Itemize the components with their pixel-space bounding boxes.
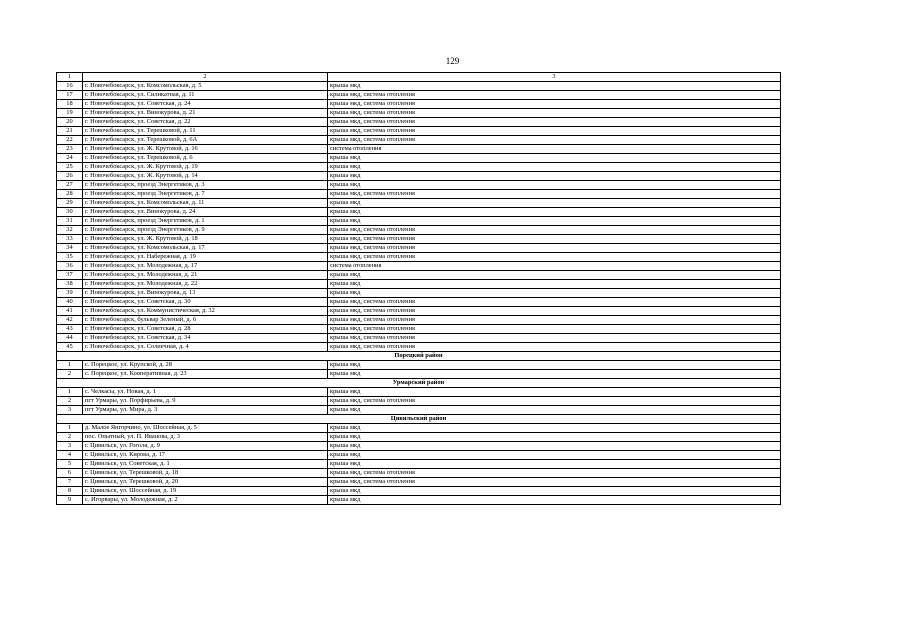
row-address: г. Новочебоксарск, ул. Винокурова, д. 13: [83, 289, 328, 298]
row-address: г. Цивильск, ул. Гоголя, д. 9: [83, 442, 328, 451]
row-address: пос. Опытный, ул. П. Иванова, д. 3: [83, 433, 328, 442]
row-work-type: система отопления: [328, 262, 781, 271]
row-number: 39: [57, 289, 83, 298]
row-number: 30: [57, 208, 83, 217]
row-number: 45: [57, 343, 83, 352]
row-work-type: крыша мкд, система отопления: [328, 109, 781, 118]
row-number: 1: [57, 424, 83, 433]
column-2-header: 2: [83, 73, 328, 82]
table-row: [57, 433, 781, 442]
row-number: 35: [57, 253, 83, 262]
table-row: [57, 181, 781, 190]
table-row: [57, 127, 781, 136]
row-number: 17: [57, 91, 83, 100]
table-row: [57, 271, 781, 280]
row-address: г. Новочебоксарск, ул. Ж. Крутовой, д. 16: [83, 145, 328, 154]
register-table-body: [57, 73, 781, 505]
row-number: 26: [57, 172, 83, 181]
row-work-type: крыша мкд: [328, 424, 781, 433]
row-work-type: крыша мкд, система отопления: [328, 325, 781, 334]
row-work-type: система отопления: [328, 145, 781, 154]
row-work-type: крыша мкд, система отопления: [328, 253, 781, 262]
row-address: г. Новочебоксарск, ул. Советская, д. 28: [83, 325, 328, 334]
row-number: 19: [57, 109, 83, 118]
row-address: г. Новочебоксарск, проезд Энергетиков, д. 3: [83, 181, 328, 190]
table-row: [57, 334, 781, 343]
row-number: 43: [57, 325, 83, 334]
row-work-type: крыша мкд, система отопления: [328, 226, 781, 235]
row-number: 38: [57, 280, 83, 289]
column-1-header: 1: [57, 73, 83, 82]
row-address: г. Цивильск, ул. Шоссейная, д. 19: [83, 487, 328, 496]
row-number: 2: [57, 397, 83, 406]
row-number: 7: [57, 478, 83, 487]
table-row: [57, 487, 781, 496]
row-address: г. Новочебоксарск, ул. Ж. Крутовой, д. 18: [83, 235, 328, 244]
column-3-header: 3: [328, 73, 781, 82]
table-row: [57, 172, 781, 181]
table-row: [57, 442, 781, 451]
row-address: г. Новочебоксарск, ул. Молодежная, д. 21: [83, 271, 328, 280]
table-row: [57, 253, 781, 262]
row-number: 1: [57, 388, 83, 397]
row-address: г. Новочебоксарск, ул. Комсомольская, д. 11: [83, 199, 328, 208]
row-address: г. Цивильск, ул. Терешковой, д. 20: [83, 478, 328, 487]
row-address: пгт Урмары, ул. Порфирьева, д. 9: [83, 397, 328, 406]
row-work-type: крыша мкд: [328, 496, 781, 505]
row-number: 22: [57, 136, 83, 145]
row-work-type: крыша мкд: [328, 208, 781, 217]
row-address: г. Новочебоксарск, ул. Терешковой, д. 6А: [83, 136, 328, 145]
row-number: 4: [57, 451, 83, 460]
row-work-type: крыша мкд, система отопления: [328, 334, 781, 343]
row-number: 23: [57, 145, 83, 154]
table-row: [57, 478, 781, 487]
table-row: [57, 190, 781, 199]
table-row: [57, 109, 781, 118]
row-address: д. Малое Янгорчино, ул. Шоссейная, д. 5: [83, 424, 328, 433]
row-work-type: крыша мкд: [328, 172, 781, 181]
table-row: [57, 307, 781, 316]
table-row: [57, 406, 781, 415]
row-number: 41: [57, 307, 83, 316]
row-address: с. Челкасы, ул. Новая, д. 1: [83, 388, 328, 397]
row-address: пгт Урмары, ул. Мира, д. 3: [83, 406, 328, 415]
row-work-type: крыша мкд: [328, 388, 781, 397]
row-number: 5: [57, 460, 83, 469]
row-address: г. Новочебоксарск, ул. Винокурова, д. 21: [83, 109, 328, 118]
row-work-type: крыша мкд, система отопления: [328, 244, 781, 253]
district-title: Цивильский район: [57, 415, 781, 424]
row-work-type: крыша мкд: [328, 361, 781, 370]
table-row: [57, 361, 781, 370]
row-work-type: крыша мкд: [328, 82, 781, 91]
row-work-type: крыша мкд: [328, 289, 781, 298]
table-row: [57, 235, 781, 244]
row-address: с. Порецкое, ул. Крупской, д. 28: [83, 361, 328, 370]
table-row: [57, 460, 781, 469]
row-work-type: крыша мкд: [328, 181, 781, 190]
row-number: 33: [57, 235, 83, 244]
row-address: г. Новочебоксарск, ул. Винокурова, д. 24: [83, 208, 328, 217]
row-number: 42: [57, 316, 83, 325]
row-work-type: крыша мкд: [328, 451, 781, 460]
row-number: 24: [57, 154, 83, 163]
row-address: г. Новочебоксарск, ул. Терешковой, д. 11: [83, 127, 328, 136]
row-address: с. Игорвары, ул. Молодежная, д. 2: [83, 496, 328, 505]
table-row: [57, 82, 781, 91]
table-row: [57, 280, 781, 289]
row-work-type: крыша мкд: [328, 406, 781, 415]
row-number: 36: [57, 262, 83, 271]
row-number: 18: [57, 100, 83, 109]
row-work-type: крыша мкд, система отопления: [328, 190, 781, 199]
table-row: [57, 289, 781, 298]
register-table: [56, 72, 781, 505]
row-number: 16: [57, 82, 83, 91]
row-work-type: крыша мкд, система отопления: [328, 298, 781, 307]
table-row: [57, 208, 781, 217]
row-address: г. Новочебоксарск, проезд Энергетиков, д. 7: [83, 190, 328, 199]
row-number: 29: [57, 199, 83, 208]
row-work-type: крыша мкд, система отопления: [328, 118, 781, 127]
row-number: 1: [57, 361, 83, 370]
row-address: г. Новочебоксарск, проезд Энергетиков, д. 9: [83, 226, 328, 235]
row-work-type: крыша мкд, система отопления: [328, 235, 781, 244]
row-work-type: крыша мкд: [328, 163, 781, 172]
table-row: [57, 244, 781, 253]
table-row: [57, 343, 781, 352]
table-row: [57, 451, 781, 460]
table-row: [57, 496, 781, 505]
table-row: [57, 370, 781, 379]
table-row: [57, 118, 781, 127]
row-work-type: крыша мкд, система отопления: [328, 316, 781, 325]
row-work-type: крыша мкд, система отопления: [328, 478, 781, 487]
row-address: г. Новочебоксарск, ул. Советская, д. 34: [83, 334, 328, 343]
table-row: [57, 163, 781, 172]
row-address: г. Новочебоксарск, ул. Коммунистическая, д. 32: [83, 307, 328, 316]
table-row: [57, 217, 781, 226]
page-number: 129: [445, 56, 460, 66]
row-number: 6: [57, 469, 83, 478]
row-work-type: крыша мкд: [328, 460, 781, 469]
row-address: г. Новочебоксарск, ул. Советская, д. 24: [83, 100, 328, 109]
row-number: 37: [57, 271, 83, 280]
row-address: г. Цивильск, ул. Советская, д. 1: [83, 460, 328, 469]
table-row: [57, 91, 781, 100]
row-number: 21: [57, 127, 83, 136]
row-number: 40: [57, 298, 83, 307]
row-address: г. Новочебоксарск, ул. Силикатная, д. 11: [83, 91, 328, 100]
table-row: [57, 388, 781, 397]
table-row: [57, 154, 781, 163]
district-title: Порецкий район: [57, 352, 781, 361]
row-address: г. Цивильск, ул. Кирова, д. 17: [83, 451, 328, 460]
row-work-type: крыша мкд: [328, 433, 781, 442]
row-number: 2: [57, 370, 83, 379]
table-row: [57, 145, 781, 154]
row-address: г. Новочебоксарск, ул. Набережная, д. 19: [83, 253, 328, 262]
table-row: [57, 298, 781, 307]
row-address: г. Новочебоксарск, бульвар Зеленый, д. 6: [83, 316, 328, 325]
column-number-header-row: [57, 73, 781, 82]
table-row: [57, 325, 781, 334]
table-row: [57, 424, 781, 433]
row-work-type: крыша мкд, система отопления: [328, 100, 781, 109]
row-number: 44: [57, 334, 83, 343]
row-address: г. Новочебоксарск, ул. Ж. Крутовой, д. 19: [83, 163, 328, 172]
row-address: г. Новочебоксарск, проезд Энергетиков, д. 1: [83, 217, 328, 226]
row-address: г. Новочебоксарск, ул. Молодежная, д. 22: [83, 280, 328, 289]
row-work-type: крыша мкд: [328, 199, 781, 208]
row-work-type: крыша мкд, система отопления: [328, 136, 781, 145]
row-work-type: крыша мкд, система отопления: [328, 307, 781, 316]
row-number: 32: [57, 226, 83, 235]
row-work-type: крыша мкд: [328, 217, 781, 226]
row-address: г. Новочебоксарск, ул. Советская, д. 22: [83, 118, 328, 127]
table-row: [57, 226, 781, 235]
table-row: [57, 469, 781, 478]
row-number: 34: [57, 244, 83, 253]
row-number: 2: [57, 433, 83, 442]
row-address: г. Новочебоксарск, ул. Солнечная, д. 4: [83, 343, 328, 352]
row-number: 20: [57, 118, 83, 127]
row-work-type: крыша мкд, система отопления: [328, 397, 781, 406]
table-row: [57, 397, 781, 406]
row-work-type: крыша мкд: [328, 442, 781, 451]
row-address: г. Новочебоксарск, ул. Комсомольская, д. 17: [83, 244, 328, 253]
district-section-row: [57, 415, 781, 424]
row-work-type: крыша мкд: [328, 487, 781, 496]
district-section-row: [57, 379, 781, 388]
table-row: [57, 262, 781, 271]
row-work-type: крыша мкд: [328, 154, 781, 163]
row-address: с. Порецкое, ул. Кооперативная, д. 23: [83, 370, 328, 379]
row-number: 31: [57, 217, 83, 226]
row-number: 25: [57, 163, 83, 172]
row-work-type: крыша мкд: [328, 370, 781, 379]
row-address: г. Новочебоксарск, ул. Терешковой, д. 6: [83, 154, 328, 163]
table-row: [57, 199, 781, 208]
district-section-row: [57, 352, 781, 361]
row-number: 8: [57, 487, 83, 496]
row-address: г. Новочебоксарск, ул. Советская, д. 30: [83, 298, 328, 307]
row-number: 28: [57, 190, 83, 199]
row-number: 27: [57, 181, 83, 190]
row-work-type: крыша мкд, система отопления: [328, 469, 781, 478]
table-row: [57, 100, 781, 109]
row-number: 3: [57, 442, 83, 451]
table-row: [57, 136, 781, 145]
row-address: г. Новочебоксарск, ул. Комсомольская, д. 5: [83, 82, 328, 91]
row-work-type: крыша мкд, система отопления: [328, 343, 781, 352]
row-work-type: крыша мкд, система отопления: [328, 91, 781, 100]
row-address: г. Цивильск, ул. Терешковой, д. 18: [83, 469, 328, 478]
table-row: [57, 316, 781, 325]
row-address: г. Новочебоксарск, ул. Ж. Крутовой, д. 14: [83, 172, 328, 181]
district-title: Урмарский район: [57, 379, 781, 388]
row-address: г. Новочебоксарск, ул. Молодежная, д. 17: [83, 262, 328, 271]
row-work-type: крыша мкд: [328, 271, 781, 280]
row-work-type: крыша мкд, система отопления: [328, 127, 781, 136]
row-number: 3: [57, 406, 83, 415]
row-number: 9: [57, 496, 83, 505]
row-work-type: крыша мкд: [328, 280, 781, 289]
